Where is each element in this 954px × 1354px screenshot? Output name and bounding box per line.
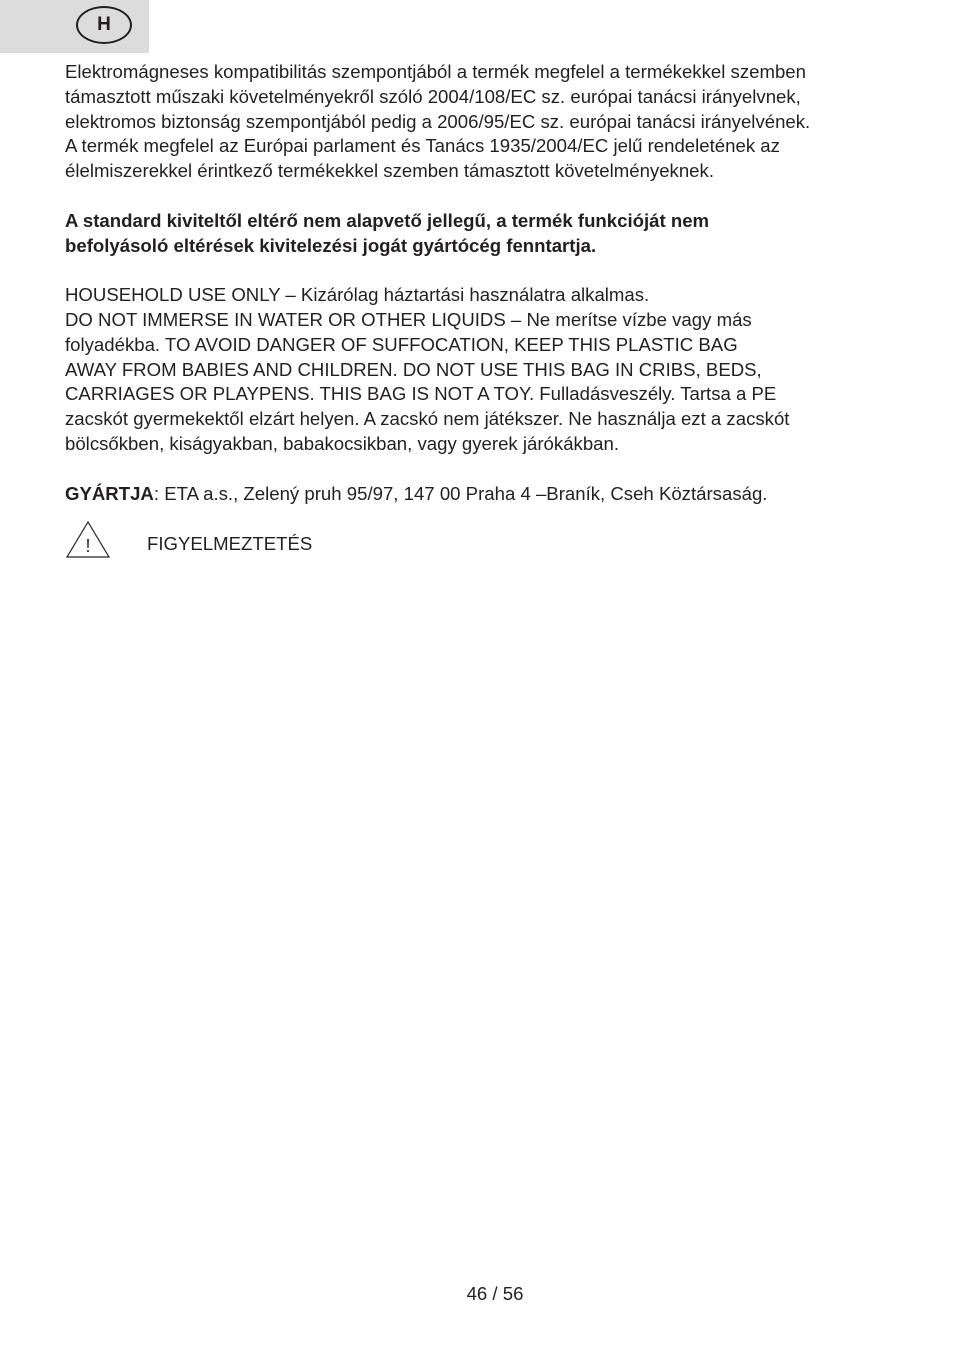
reservation-line: befolyásoló eltérések kivitelezési jogát gyártócég fenntartja. [65,234,597,256]
safety-line: CARRIAGES OR PLAYPENS. THIS BAG IS NOT A TOY. Fulladásveszély. Tartsa a PE [65,383,777,405]
emc-line: élelmiszerekkel érintkező termékekkel szemben támasztott követelményeknek. [65,160,714,182]
safety-line: zacskót gyermekektől elzárt helyen. A zacskó nem játékszer. Ne használja ezt a zacskót [65,408,790,430]
emc-line: támasztott műszaki követelményekről szóló 2004/108/EC sz. európai tanácsi irányelvnek, [65,85,801,107]
manufacturer-paragraph [65,482,905,507]
page-number: 46 / 56 [466,1283,524,1304]
warning-triangle-icon [65,519,111,559]
reservation-line: A standard kiviteltől eltérő nem alapvető jellegű, a termék funkcióját nem [65,209,710,231]
language-code: H [97,14,111,35]
reservation-paragraph [65,209,905,259]
warning-glyph: ! [85,536,91,556]
warning-label: FIGYELMEZTETÉS [147,533,313,554]
emc-line: Elektromágneses kompatibilitás szempontjából a termék megfelel a termékekkel szemben [65,61,806,82]
safety-line: AWAY FROM BABIES AND CHILDREN. DO NOT USE THIS BAG IN CRIBS, BEDS, [65,358,762,380]
emc-paragraph [65,60,905,184]
emc-line: elektromos biztonság szempontjából pedig a 2006/95/EC sz. európai tanácsi irányelvének. [65,110,811,132]
safety-line: bölcsőkben, kiságyakban, babakocsikban, vagy gyerek járókákban. [65,432,620,454]
manufacturer-text: : ETA a.s., Zelený pruh 95/97, 147 00 Praha 4 –Braník, Cseh Köztársaság. [153,482,768,504]
safety-line: DO NOT IMMERSE IN WATER OR OTHER LIQUIDS – Ne merítse vízbe vagy más [65,308,752,330]
page-content [65,60,905,531]
safety-line: HOUSEHOLD USE ONLY – Kizárólag háztartási használatra alkalmas. [65,284,650,306]
safety-line: folyadékba. TO AVOID DANGER OF SUFFOCATION, KEEP THIS PLASTIC BAG [65,333,738,355]
emc-line: A termék megfelel az Európai parlament és Tanács 1935/2004/EC jelű rendeletének az [65,135,780,157]
safety-paragraph [65,283,905,457]
manufacturer-label: GYÁRTJA [65,482,154,504]
warning-row [65,519,565,559]
language-badge [76,6,132,44]
